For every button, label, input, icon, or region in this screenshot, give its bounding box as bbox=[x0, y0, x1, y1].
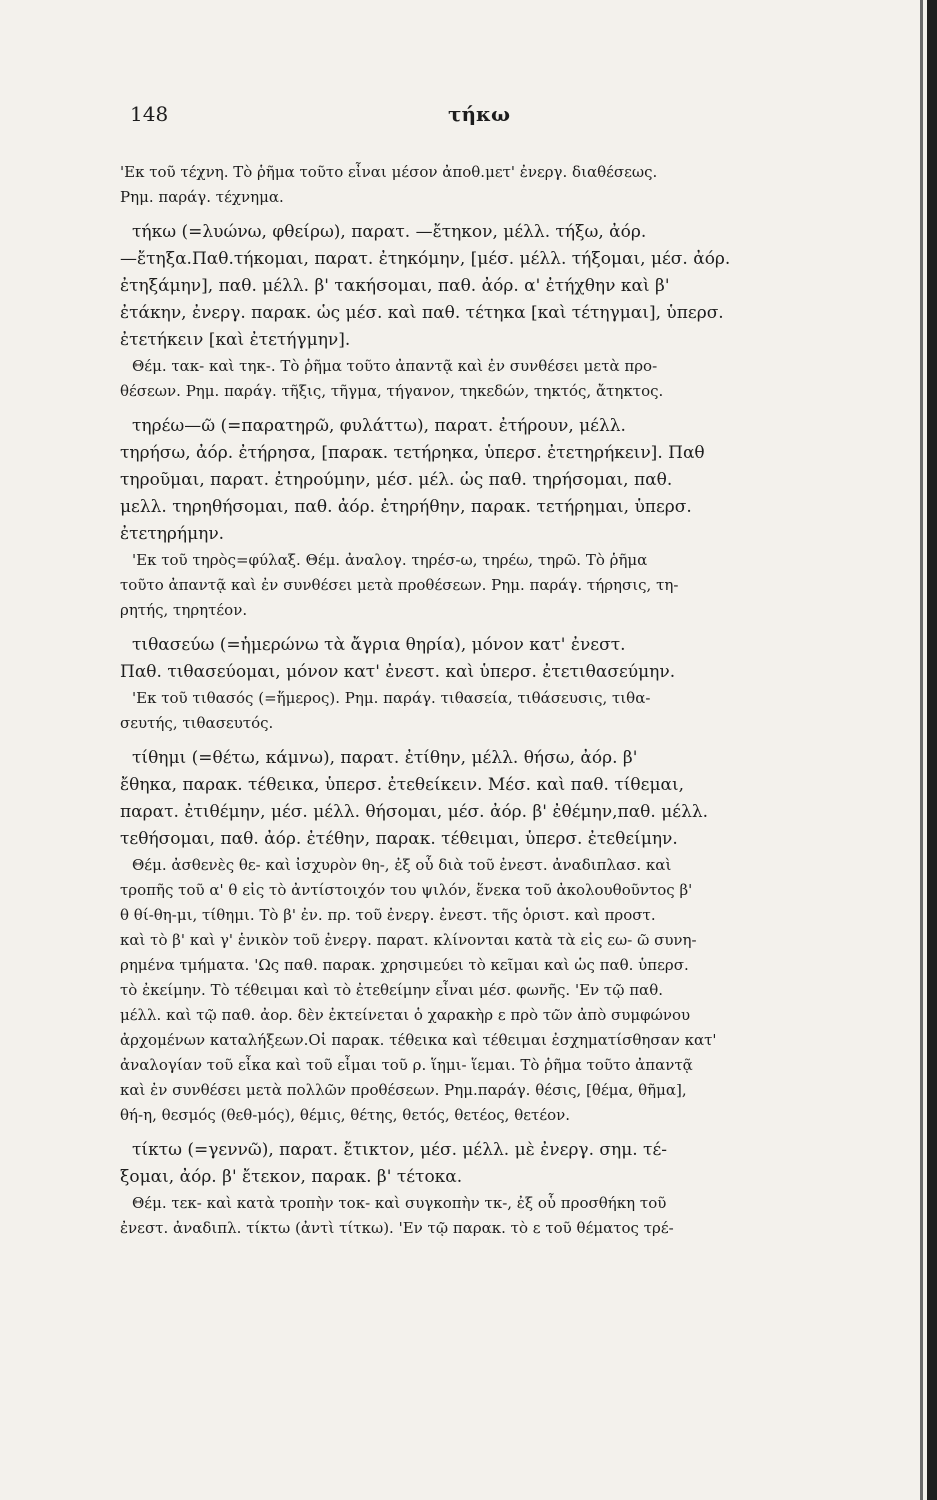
note-line: ἐνεστ. ἀναδιπλ. τίκτω (ἀντὶ τίτκω). 'Εν τῷ παρακ. τὸ ε τοῦ θέματος τρέ- bbox=[120, 1219, 674, 1237]
text-line: τηροῦμαι, παρατ. ἐτηρούμην, μέσ. μέλ. ὡς παθ. τηρήσομαι, παθ. bbox=[120, 470, 673, 490]
text-line: παρατ. ἐτιθέμην, μέσ. μέλλ. θήσομαι, μέσ. ἀόρ. β' ἐθέμην,παθ. μέλλ. bbox=[120, 802, 709, 822]
note-line: Θέμ. τακ- καὶ τηκ-. Τὸ ῥῆμα τοῦτο ἀπαντᾷ καὶ ἐν συνθέσει μετὰ προ- bbox=[132, 357, 658, 375]
note-line: καὶ ἐν συνθέσει μετὰ πολλῶν προθέσεων. Ρημ.παράγ. θέσις, [θέμα, θῆμα], bbox=[120, 1081, 687, 1099]
note-line: ρητής, τηρητέον. bbox=[120, 601, 248, 619]
text-line: ξομαι, ἀόρ. β' ἔτεκον, παρακ. β' τέτοκα. bbox=[120, 1167, 463, 1187]
note-line: μέλλ. καὶ τῷ παθ. ἀορ. δὲν ἐκτείνεται ὁ χαρακὴρ ε πρὸ τῶν ἀπὸ συμφώνου bbox=[120, 1006, 691, 1024]
note-line: τὸ ἐκείμην. Τὸ τέθειμαι καὶ τὸ ἐτεθείμην εἶναι μέσ. φωνῆς. 'Εν τῷ παθ. bbox=[120, 981, 663, 999]
text-line: τεθήσομαι, παθ. ἀόρ. ἐτέθην, παρακ. τέθειμαι, ὑπερσ. ἐτεθείμην. bbox=[120, 829, 678, 849]
text-line: τηρήσω, ἀόρ. ἐτήρησα, [παρακ. τετήρηκα, ὑπερσ. ἐτετηρήκειν]. Παθ bbox=[120, 443, 705, 463]
text-line: Παθ. τιθασεύομαι, μόνον κατ' ἐνεστ. καὶ ὑπερσ. ἐτετιθασεύμην. bbox=[120, 662, 676, 682]
note-line: 'Εκ τοῦ τιθασός (=ἥμερος). Ρημ. παράγ. τιθασεία, τιθάσευσις, τιθα- bbox=[132, 689, 651, 707]
note-line: Θέμ. ἀσθενὲς θε- καὶ ἰσχυρὸν θη-, ἐξ οὗ διὰ τοῦ ἐνεστ. ἀναδιπλασ. καὶ bbox=[132, 856, 672, 874]
note-line: ρημένα τμήματα. 'Ως παθ. παρακ. χρησιμεύει τὸ κεῖμαι καὶ ὡς παθ. ὑπερσ. bbox=[120, 956, 689, 974]
text-line: 'Εκ τοῦ τέχνη. Τὸ ῥῆμα τοῦτο εἶναι μέσον ἀποθ.μετ' ἐνεργ. διαθέσεως. bbox=[120, 163, 658, 181]
note-line: τροπῆς τοῦ α' θ εἰς τὸ ἀντίστοιχόν του ψιλόν, ἕνεκα τοῦ ἀκολουθοῦντος β' bbox=[120, 881, 693, 899]
entry-headword-line: τήκω (=λυώνω, φθείρω), παρατ. —ἔτηκον, μέλλ. τήξω, ἀόρ. bbox=[132, 222, 647, 242]
text-line: ἐτετήκειν [καὶ ἐτετήγμην]. bbox=[120, 330, 351, 350]
text-line: ἔθηκα, παρακ. τέθεικα, ὑπερσ. ἐτεθείκειν. Μέσ. καὶ παθ. τίθεμαι, bbox=[120, 775, 685, 795]
note-line: θή-η, θεσμός (θεθ-μός), θέμις, θέτης, θετός, θετέος, θετέον. bbox=[120, 1106, 571, 1124]
entry-headword-line: τιθασεύω (=ἡμερώνω τὰ ἄγρια θηρία), μόνον κατ' ἐνεστ. bbox=[132, 635, 626, 655]
note-line: τοῦτο ἀπαντᾷ καὶ ἐν συνθέσει μετὰ προθέσεων. Ρημ. παράγ. τήρησις, τη- bbox=[120, 576, 679, 594]
note-line: ἀρχομένων καταλήξεων.Οἱ παρακ. τέθεικα καὶ τέθειμαι ἐσχηματίσθησαν κατ' bbox=[120, 1031, 717, 1049]
text-line: Ρημ. παράγ. τέχνημα. bbox=[120, 188, 284, 206]
note-line: καὶ τὸ β' καὶ γ' ἑνικὸν τοῦ ἐνεργ. παρατ. κλίνονται κατὰ τὰ εἰς εω- ῶ συνη- bbox=[120, 931, 697, 949]
note-line: ἀναλογίαν τοῦ εἶκα καὶ τοῦ εἶμαι τοῦ ρ. ἵημι- ἵεμαι. Τὸ ῥῆμα τοῦτο ἀπαντᾷ bbox=[120, 1056, 693, 1074]
page-edge-line bbox=[920, 0, 923, 1500]
running-head: τήκω bbox=[448, 102, 511, 126]
note-line: 'Εκ τοῦ τηρὸς=φύλαξ. Θέμ. ἀναλογ. τηρέσ-ω, τηρέω, τηρῶ. Τὸ ῥῆμα bbox=[132, 551, 648, 569]
note-line: θέσεων. Ρημ. παράγ. τῆξις, τῆγμα, τήγανον, τηκεδών, τηκτός, ἄτηκτος. bbox=[120, 382, 664, 400]
text-line: ἐτετηρήμην. bbox=[120, 524, 225, 544]
page-number: 148 bbox=[130, 102, 169, 126]
note-line: Θέμ. τεκ- καὶ κατὰ τροπὴν τοκ- καὶ συγκοπὴν τκ-, ἐξ οὗ προσθήκη τοῦ bbox=[132, 1194, 667, 1212]
page-header bbox=[120, 102, 837, 132]
text-line: ἐτάκην, ἐνεργ. παρακ. ὡς μέσ. καὶ παθ. τέτηκα [καὶ τέτηγμαι], ὑπερσ. bbox=[120, 303, 724, 323]
entry-headword-line: τηρέω—ῶ (=παρατηρῶ, φυλάττω), παρατ. ἐτήρουν, μέλλ. bbox=[132, 416, 626, 436]
page-edge-shadow bbox=[927, 0, 937, 1500]
text-line: μελλ. τηρηθήσομαι, παθ. ἀόρ. ἐτηρήθην, παρακ. τετήρημαι, ὑπερσ. bbox=[120, 497, 692, 517]
text-line: ἐτηξάμην], παθ. μέλλ. β' τακήσομαι, παθ. ἀόρ. α' ἐτήχθην καὶ β' bbox=[120, 276, 670, 296]
note-line: σευτής, τιθασευτός. bbox=[120, 714, 274, 732]
dictionary-text bbox=[120, 160, 864, 1241]
text-line: —ἔτηξα.Παθ.τήκομαι, παρατ. ἐτηκόμην, [μέσ. μέλλ. τήξομαι, μέσ. ἀόρ. bbox=[120, 249, 731, 269]
note-line: θ θί-θη-μι, τίθημι. Τὸ β' ἐν. πρ. τοῦ ἐνεργ. ἐνεστ. τῆς ὁριστ. καὶ προστ. bbox=[120, 906, 656, 924]
entry-headword-line: τίθημι (=θέτω, κάμνω), παρατ. ἐτίθην, μέλλ. θήσω, ἀόρ. β' bbox=[132, 748, 638, 768]
entry-headword-line: τίκτω (=γεννῶ), παρατ. ἔτικτον, μέσ. μέλλ. μὲ ἐνεργ. σημ. τέ- bbox=[132, 1140, 668, 1160]
